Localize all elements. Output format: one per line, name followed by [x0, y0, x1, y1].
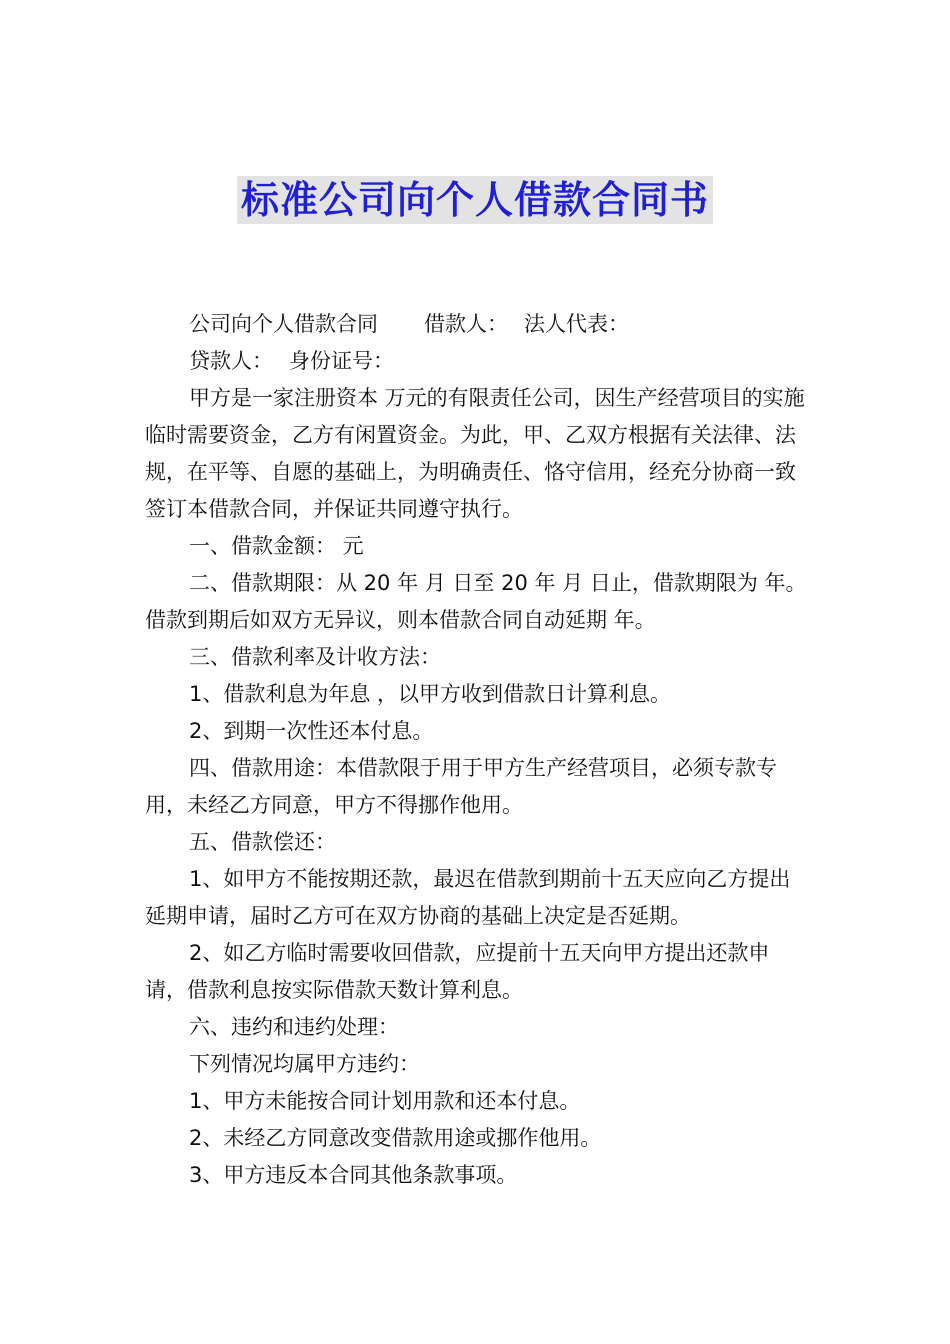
- clause-interest-item-2: 2、到期一次性还本付息。: [189, 719, 434, 743]
- header-line-1: [145, 306, 810, 343]
- clause-breach-intro: 下列情况均属甲方违约：: [189, 1052, 420, 1076]
- intro-paragraph: 甲方是一家注册资本 万元的有限责任公司，因生产经营项目的实施临时需要资金，乙方有闲置资金。为此，甲、乙双方根据有关法律、法规，在平等、自愿的基础上，为明确责任、恪守信用，经充分协商一致签订本借款合同，并保证共同遵守执行。: [145, 386, 805, 521]
- clause-interest-item-1: 1、借款利息为年息 ，以甲方收到借款日计算利息。: [189, 682, 672, 706]
- clause-breach-item-3: 3、甲方违反本合同其他条款事项。: [189, 1163, 518, 1187]
- title-container: [0, 176, 950, 224]
- borrower-label: 借款人：: [424, 312, 508, 336]
- contract-name: 公司向个人借款合同: [189, 312, 378, 336]
- clause-breach-heading: 六、违约和违约处理：: [189, 1015, 399, 1039]
- clause-repayment-heading: 五、借款偿还：: [189, 830, 336, 854]
- id-number-label: 身份证号：: [289, 349, 394, 373]
- document-body: [145, 306, 810, 1194]
- lender-label: 贷款人：: [189, 349, 273, 373]
- clause-amount: 一、借款金额： 元: [189, 534, 364, 558]
- clause-breach-item-2: 2、未经乙方同意改变借款用途或挪作他用。: [189, 1126, 602, 1150]
- clause-term: 二、借款期限：从 20 年 月 日至 20 年 月 日止，借款期限为 年。借款到期后如双方无异议，则本借款合同自动延期 年。: [145, 571, 807, 632]
- header-line-2: [145, 343, 810, 380]
- document-title: 标准公司向个人借款合同书: [237, 176, 713, 224]
- clause-breach-item-1: 1、甲方未能按合同计划用款和还本付息。: [189, 1089, 581, 1113]
- clause-interest-heading: 三、借款利率及计收方法：: [189, 645, 441, 669]
- clause-purpose: 四、借款用途：本借款限于用于甲方生产经营项目，必须专款专用，未经乙方同意，甲方不得挪作他用。: [145, 756, 777, 817]
- legal-rep-label: 法人代表：: [524, 312, 629, 336]
- clause-repayment-item-1: 1、如甲方不能按期还款，最迟在借款到期前十五天应向乙方提出延期申请，届时乙方可在双方协商的基础上决定是否延期。: [145, 867, 791, 928]
- clause-repayment-item-2: 2、如乙方临时需要收回借款，应提前十五天向甲方提出还款申请，借款利息按实际借款天数计算利息。: [145, 941, 770, 1002]
